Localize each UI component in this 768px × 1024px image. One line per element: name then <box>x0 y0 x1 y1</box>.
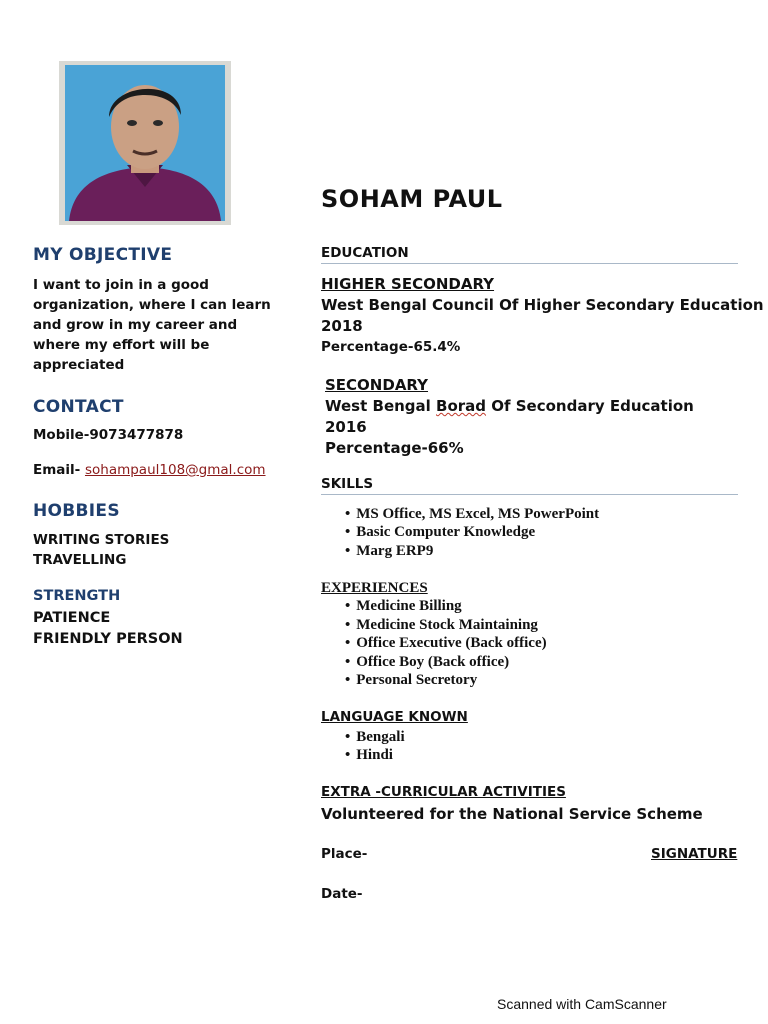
skills-heading: SKILLS <box>321 476 374 492</box>
higher-secondary-title: HIGHER SECONDARY <box>321 275 495 293</box>
higher-secondary-year: 2018 <box>321 317 363 335</box>
skill-item: • Marg ERP9 <box>345 543 433 560</box>
hobbies-heading: HOBBIES <box>33 501 120 521</box>
email-link[interactable]: sohampaul108@gmal.com <box>84 462 266 478</box>
scanner-watermark: Scanned with CamScanner <box>497 996 667 1012</box>
portrait-image <box>65 65 225 221</box>
place-label: Place- <box>321 846 368 862</box>
extra-curricular-text: Volunteered for the National Service Scheme <box>321 805 703 823</box>
hobby-item: WRITING STORIES <box>33 532 170 548</box>
secondary-percentage: Percentage-66% <box>325 439 464 457</box>
language-item: • Bengali <box>345 729 405 746</box>
experience-item: • Personal Secretory <box>345 672 477 689</box>
language-item: • Hindi <box>345 747 393 764</box>
mobile-number: Mobile-9073477878 <box>33 427 184 443</box>
experiences-heading: EXPERIENCES <box>321 580 428 596</box>
signature-label: SIGNATURE <box>651 846 738 862</box>
section-divider <box>321 263 738 264</box>
experience-item: • Office Executive (Back office) <box>345 635 547 652</box>
objective-heading: MY OBJECTIVE <box>33 245 173 265</box>
strength-item: PATIENCE <box>33 610 111 626</box>
experience-item: • Office Boy (Back office) <box>345 654 509 671</box>
higher-secondary-board: West Bengal Council Of Higher Secondary Education <box>321 296 764 314</box>
secondary-title: SECONDARY <box>325 376 429 394</box>
secondary-board <box>325 397 694 415</box>
objective-text: I want to join in a good organization, where I can learn and grow in my career and where my effort will be appreciated <box>33 277 271 373</box>
secondary-board-part: West Bengal <box>325 397 437 415</box>
contact-heading: CONTACT <box>33 397 124 417</box>
secondary-year: 2016 <box>325 418 367 436</box>
education-heading: EDUCATION <box>321 245 409 261</box>
skill-item: • Basic Computer Knowledge <box>345 524 535 541</box>
profile-photo <box>59 61 231 225</box>
experience-item: • Medicine Stock Maintaining <box>345 617 538 634</box>
email-label: Email- <box>33 462 81 478</box>
section-divider <box>321 494 738 495</box>
strength-item: FRIENDLY PERSON <box>33 631 183 647</box>
email-row <box>33 462 266 478</box>
date-label: Date- <box>321 886 363 902</box>
experience-item: • Medicine Billing <box>345 598 462 615</box>
secondary-board-part: Of Secondary Education <box>486 397 694 415</box>
skill-item: • MS Office, MS Excel, MS PowerPoint <box>345 506 599 523</box>
higher-secondary-percentage: Percentage-65.4% <box>321 339 461 355</box>
secondary-board-misspelled: Borad <box>436 397 487 415</box>
strength-heading: STRENGTH <box>33 588 121 604</box>
candidate-name: SOHAM PAUL <box>321 185 503 213</box>
hobby-item: TRAVELLING <box>33 552 127 568</box>
language-heading: LANGUAGE KNOWN <box>321 709 468 725</box>
extra-curricular-heading: EXTRA -CURRICULAR ACTIVITIES <box>321 784 566 800</box>
